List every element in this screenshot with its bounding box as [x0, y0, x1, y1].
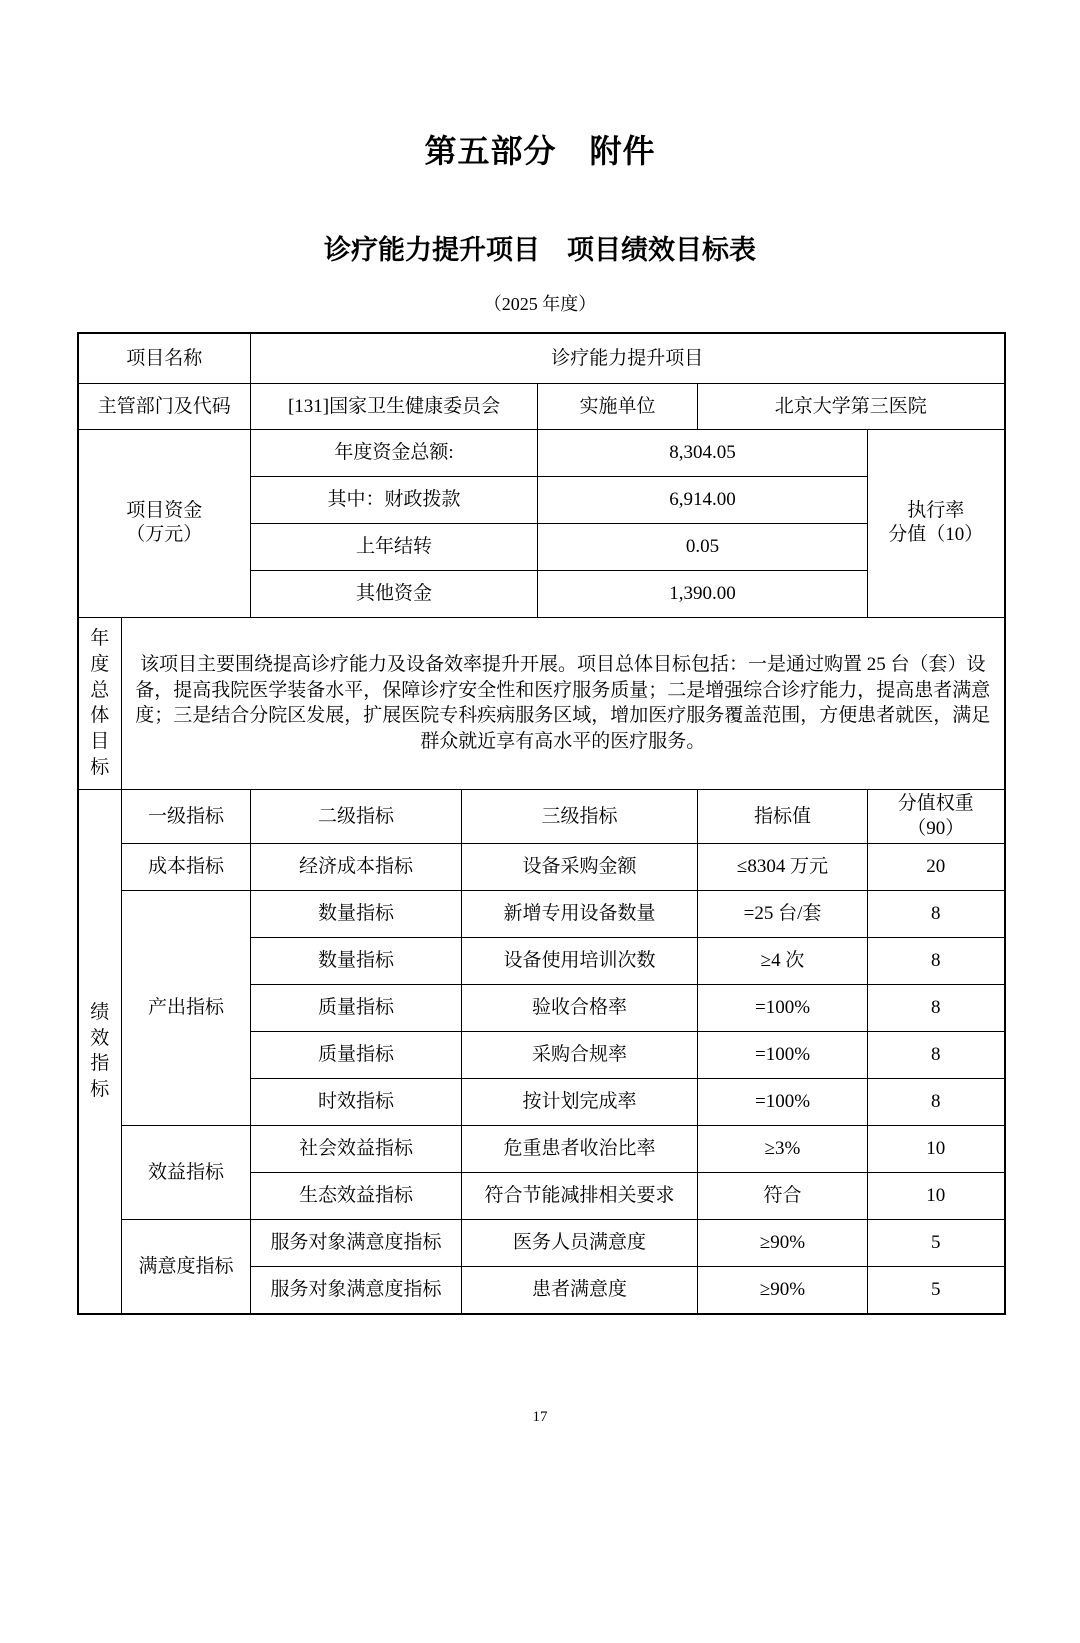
- fund-fiscal-value: 6,914.00: [538, 476, 868, 523]
- fund-other-value: 1,390.00: [538, 570, 868, 617]
- level1-output: 产出指标: [122, 891, 251, 1126]
- table-row: [78, 1126, 1005, 1173]
- performance-target-table: [77, 332, 1006, 1314]
- level3-cell: 新增专用设备数量: [462, 891, 698, 938]
- level3-cell: 验收合格率: [462, 985, 698, 1032]
- table-row: [78, 429, 1005, 476]
- exec-rate-line1: 执行率: [907, 499, 965, 521]
- table-row: [78, 891, 1005, 938]
- part-title: 第五部分 附件: [424, 133, 656, 169]
- value-cell: ≥4 次: [698, 938, 868, 985]
- level2-cell: 服务对象满意度指标: [251, 1267, 462, 1314]
- project-name-value: 诊疗能力提升项目: [251, 333, 1005, 383]
- header-weight-line2: （90）: [907, 817, 965, 839]
- header-value: 指标值: [698, 789, 868, 843]
- value-cell: ≤8304 万元: [698, 844, 868, 891]
- score-cell: 10: [868, 1173, 1005, 1220]
- level1-satisfaction: 满意度指标: [122, 1220, 251, 1314]
- level2-cell: 质量指标: [251, 985, 462, 1032]
- level3-cell: 采购合规率: [462, 1032, 698, 1079]
- level2-cell: 数量指标: [251, 938, 462, 985]
- score-cell: 10: [868, 1126, 1005, 1173]
- funds-group-label-line1: 项目资金: [126, 499, 203, 521]
- header-level1: 一级指标: [122, 789, 251, 843]
- value-cell: ≥3%: [698, 1126, 868, 1173]
- table-row: [78, 789, 1005, 843]
- page-number: 17: [532, 1408, 548, 1425]
- level1-benefit: 效益指标: [122, 1126, 251, 1220]
- value-cell: ≥90%: [698, 1267, 868, 1314]
- performance-indicators-label: 绩效指标: [78, 789, 122, 1313]
- score-cell: 8: [868, 985, 1005, 1032]
- table-row: [78, 383, 1005, 429]
- score-cell: 5: [868, 1220, 1005, 1267]
- level3-cell: 符合节能减排相关要求: [462, 1173, 698, 1220]
- value-cell: =100%: [698, 1032, 868, 1079]
- dept-value: [131]国家卫生健康委员会: [251, 383, 538, 429]
- score-cell: 8: [868, 891, 1005, 938]
- project-name-label: 项目名称: [78, 333, 251, 383]
- doc-title: 诊疗能力提升项目 项目绩效目标表: [324, 235, 756, 266]
- level3-cell: 患者满意度: [462, 1267, 698, 1314]
- level2-cell: 生态效益指标: [251, 1173, 462, 1220]
- value-cell: =25 台/套: [698, 891, 868, 938]
- impl-unit-label: 实施单位: [538, 383, 698, 429]
- score-cell: 20: [868, 844, 1005, 891]
- table-row: [78, 333, 1005, 383]
- header-level3: 三级指标: [462, 789, 698, 843]
- table-row: [78, 1220, 1005, 1267]
- level3-cell: 医务人员满意度: [462, 1220, 698, 1267]
- document-page: [77, 132, 1004, 1426]
- fund-fiscal-label: 其中：财政拨款: [251, 476, 538, 523]
- table-row: [78, 617, 1005, 789]
- score-cell: 8: [868, 1079, 1005, 1126]
- score-cell: 8: [868, 938, 1005, 985]
- value-cell: ≥90%: [698, 1220, 868, 1267]
- level2-cell: 时效指标: [251, 1079, 462, 1126]
- header-weight: [868, 789, 1005, 843]
- value-cell: =100%: [698, 1079, 868, 1126]
- level2-cell: 服务对象满意度指标: [251, 1220, 462, 1267]
- score-cell: 8: [868, 1032, 1005, 1079]
- fund-other-label: 其他资金: [251, 570, 538, 617]
- dept-label: 主管部门及代码: [78, 383, 251, 429]
- level1-cost: 成本指标: [122, 844, 251, 891]
- fund-total-value: 8,304.05: [538, 429, 868, 476]
- level3-cell: 按计划完成率: [462, 1079, 698, 1126]
- funds-group-label-line2: （万元）: [126, 524, 203, 546]
- exec-rate-score-label: [868, 429, 1005, 617]
- header-level2: 二级指标: [251, 789, 462, 843]
- value-cell: 符合: [698, 1173, 868, 1220]
- exec-rate-line2: 分值（10）: [888, 524, 984, 546]
- year-caption: （2025 年度）: [483, 293, 597, 314]
- annual-goal-label: 年度总体目标: [78, 617, 122, 789]
- header-weight-line1: 分值权重: [897, 792, 974, 814]
- level2-cell: 质量指标: [251, 1032, 462, 1079]
- annual-goal-text: 该项目主要围绕提高诊疗能力及设备效率提升开展。项目总体目标包括：一是通过购置 25 台（套）设备，提高我院医学装备水平，保障诊疗安全性和医疗服务质量；二是增强综合诊疗能力，提高患者满意度；三是结合分院区发展，扩展医院专科疾病服务区域，增加医疗服务覆盖范围，方便患者就医，满足群众就近享有高水平的医疗服务。: [122, 617, 1005, 789]
- score-cell: 5: [868, 1267, 1005, 1314]
- impl-unit-value: 北京大学第三医院: [698, 383, 1005, 429]
- fund-total-label: 年度资金总额:: [251, 429, 538, 476]
- fund-carryover-label: 上年结转: [251, 523, 538, 570]
- level2-cell: 数量指标: [251, 891, 462, 938]
- level3-cell: 设备采购金额: [462, 844, 698, 891]
- value-cell: =100%: [698, 985, 868, 1032]
- fund-carryover-value: 0.05: [538, 523, 868, 570]
- table-row: [78, 844, 1005, 891]
- level3-cell: 设备使用培训次数: [462, 938, 698, 985]
- level2-cell: 经济成本指标: [251, 844, 462, 891]
- level2-cell: 社会效益指标: [251, 1126, 462, 1173]
- funds-group-label: [78, 429, 251, 617]
- level3-cell: 危重患者收治比率: [462, 1126, 698, 1173]
